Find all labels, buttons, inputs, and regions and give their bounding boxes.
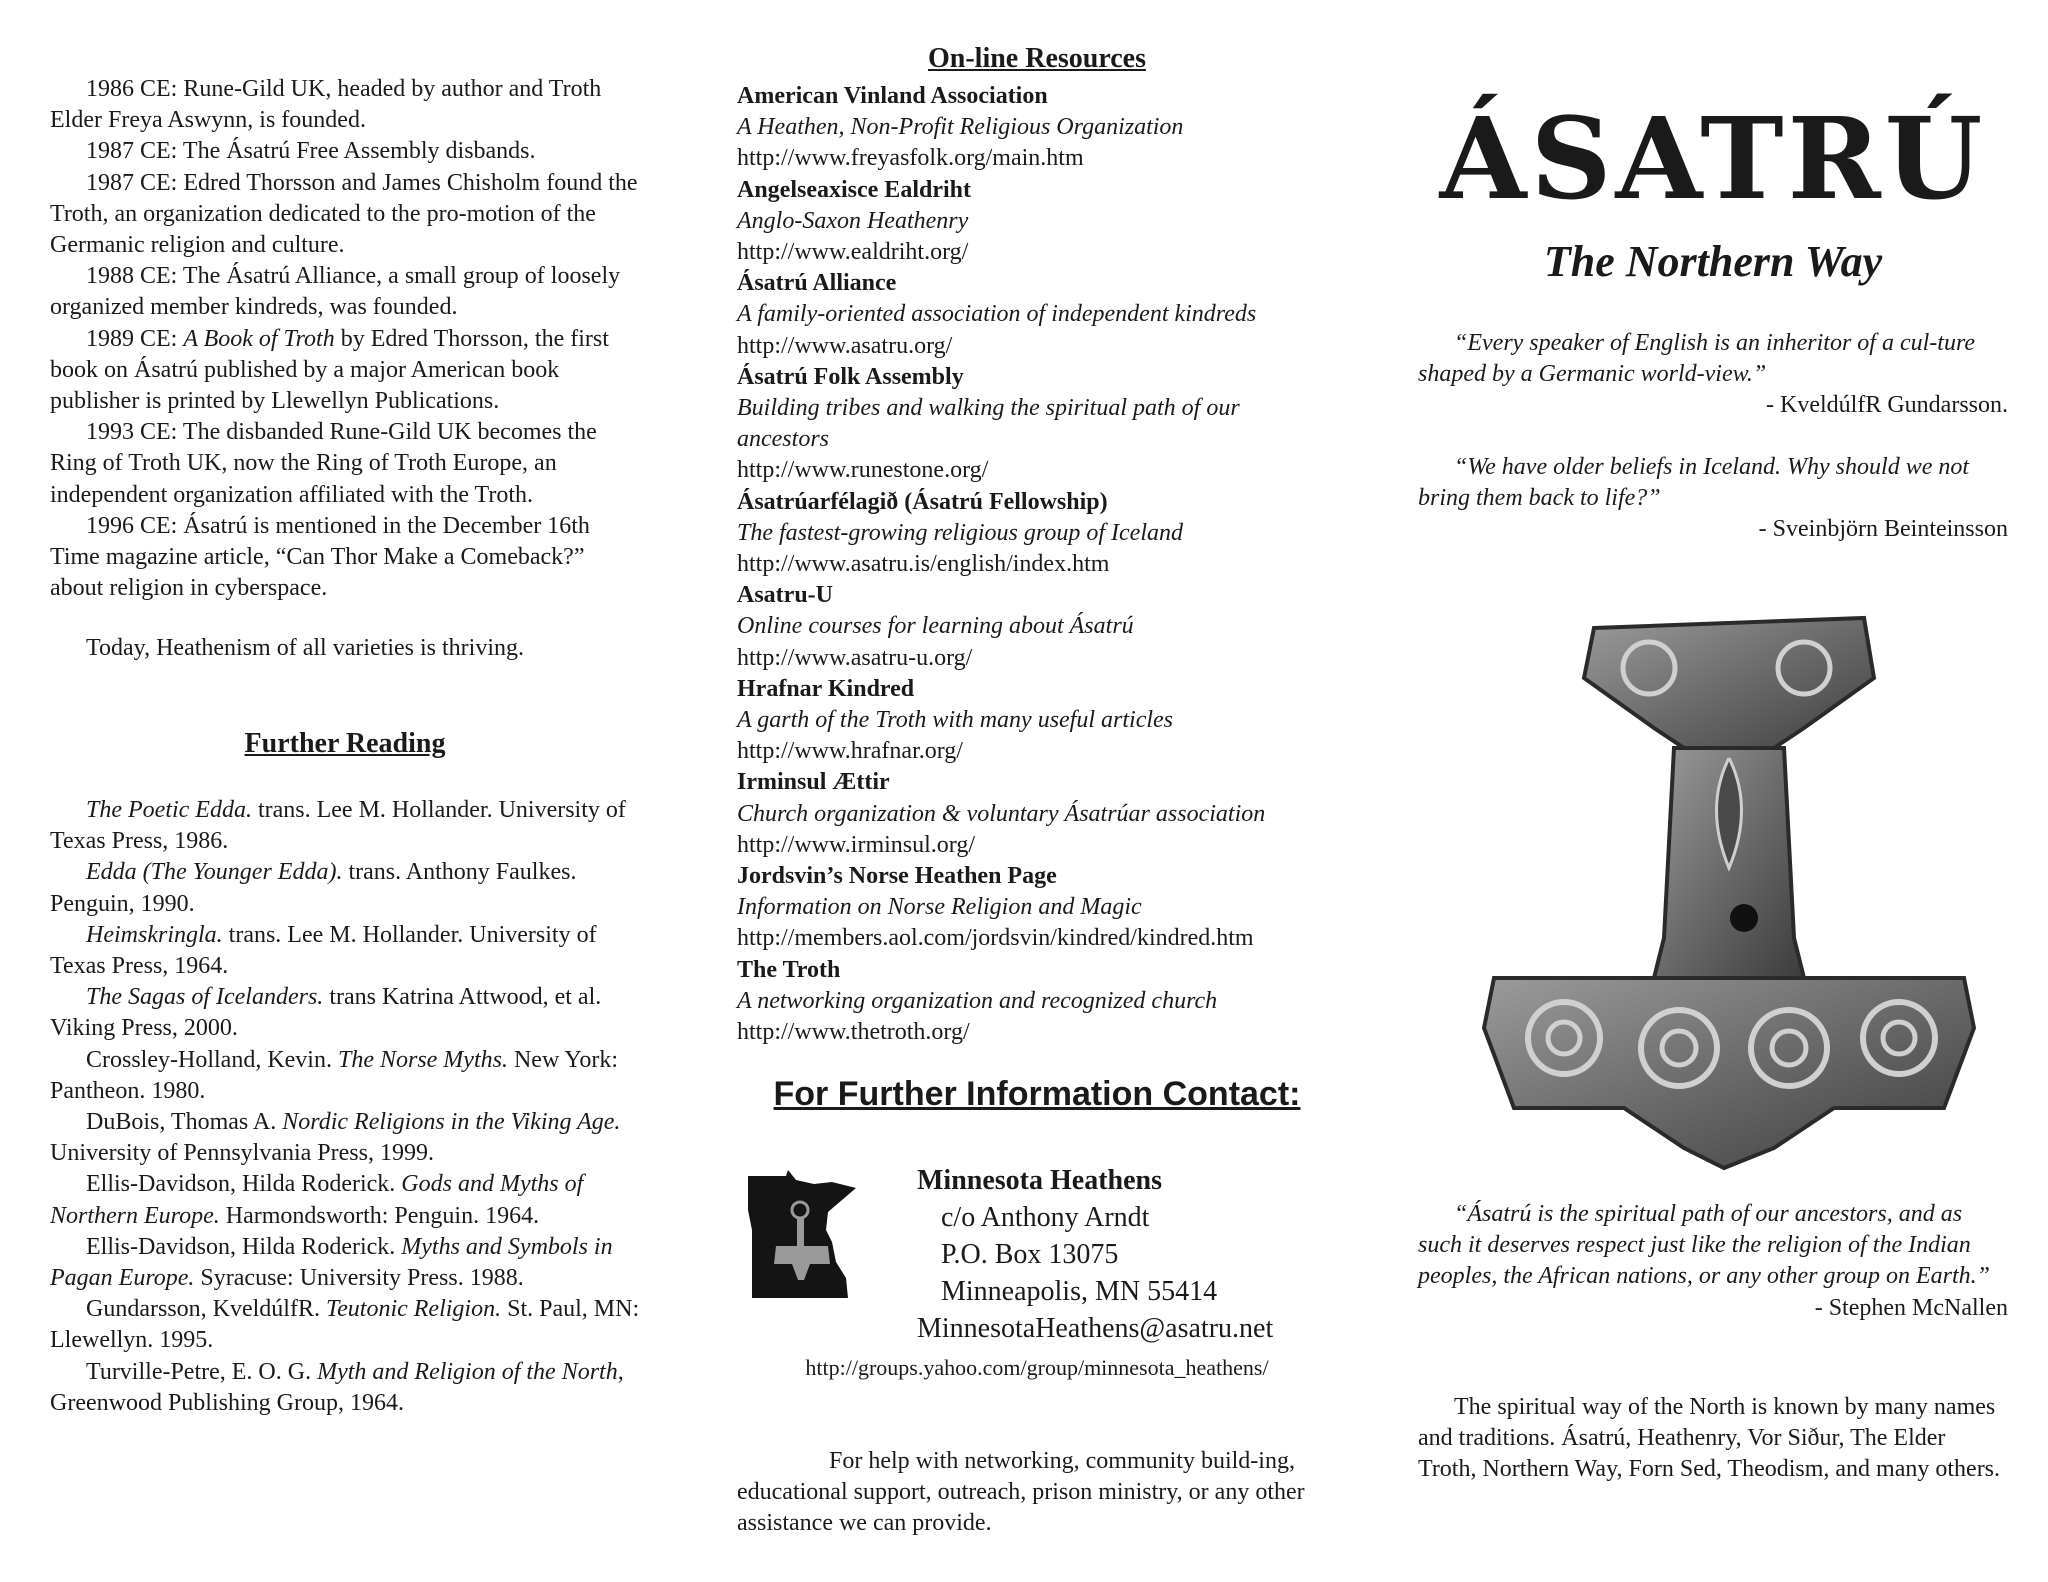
resource-url[interactable]: http://www.asatru.org/: [737, 332, 953, 359]
reading-item: [50, 1107, 640, 1169]
reading-item: [50, 1169, 640, 1231]
help-statement: For help with networking, community build-ing, educational support, outreach, prison ministry, or any other assistance we can provide.: [737, 1448, 1305, 1537]
resource-name: Hrafnar Kindred: [737, 675, 915, 702]
resource-name: Angelseaxisce Ealdriht: [737, 176, 971, 203]
quote-block: [1418, 1199, 2008, 1324]
reading-item: [50, 857, 640, 919]
reading-item: [50, 795, 640, 857]
resource-entry: [737, 487, 1337, 581]
closing-statement: The spiritual way of the North is known by many names and traditions. Ásatrú, Heathenry, Vor Siður, The Elder Troth, Northern Way, Forn Sed, Theodism, and many others.: [1418, 1394, 2001, 1483]
resource-url[interactable]: http://www.hrafnar.org/: [737, 738, 963, 765]
online-resources-heading: On-line Resources: [927, 43, 1147, 74]
contact-organization: Minnesota Heathens: [917, 1165, 1162, 1196]
resource-url[interactable]: http://www.runestone.org/: [737, 457, 989, 484]
online-resources-list: [737, 81, 1337, 1048]
reading-publisher: Syracuse: University Press. 1988.: [194, 1265, 524, 1292]
resource-url[interactable]: http://www.asatru.is/english/index.htm: [737, 551, 1110, 578]
contact-url[interactable]: http://groups.yahoo.com/group/minnesota_heathens/: [805, 1355, 1269, 1380]
reading-title: The Norse Myths.: [337, 1046, 508, 1073]
resource-name: The Troth: [737, 956, 841, 983]
resource-name: American Vinland Association: [737, 83, 1048, 109]
reading-title: The Poetic Edda.: [86, 797, 252, 823]
resource-entry: [737, 674, 1337, 768]
timeline-entry: 1987 CE: The Ásatrú Free Assembly disbands.: [86, 138, 536, 165]
quote-attribution: - Stephen McNallen: [1814, 1294, 2008, 1321]
quote-text: “Every speaker of English is an inheritor of a cul-ture shaped by a Germanic world-view.”: [1418, 330, 1976, 388]
brand-title: ÁSATRÚ: [1439, 94, 1987, 225]
reading-title: Myth and Religion of the North,: [317, 1358, 624, 1385]
resource-name: Asatru-U: [737, 582, 833, 609]
timeline: [50, 74, 640, 604]
resource-description: A family-oriented association of independent kindreds: [737, 301, 1257, 328]
resource-entry: [737, 362, 1337, 487]
contact-address: [917, 1162, 1337, 1347]
reading-item: [50, 1045, 640, 1107]
resource-url[interactable]: http://www.ealdriht.org/: [737, 239, 969, 266]
reading-publisher: New York: Pantheon. 1980.: [50, 1046, 618, 1104]
resource-description: The fastest-growing religious group of Iceland: [737, 519, 1183, 546]
resource-name: Ásatrú Folk Assembly: [737, 363, 964, 390]
reading-publisher: trans. Lee M. Hollander. University of Texas Press, 1964.: [50, 921, 597, 980]
further-reading-heading: Further Reading: [244, 728, 446, 759]
reading-author: Ellis-Davidson, Hilda Roderick.: [86, 1233, 402, 1260]
resource-name: Jordsvin’s Norse Heathen Page: [737, 863, 1057, 890]
reading-item: [50, 1357, 640, 1419]
reading-publisher: trans. Anthony Faulkes. Penguin, 1990.: [50, 859, 577, 917]
reading-publisher: Harmondsworth: Penguin. 1964.: [219, 1202, 540, 1229]
timeline-entry: [50, 324, 640, 418]
resource-entry: [737, 767, 1337, 861]
resource-description: Building tribes and walking the spiritual path of our ancestors: [737, 395, 1240, 453]
resource-url[interactable]: http://www.freyasfolk.org/main.htm: [737, 145, 1084, 172]
quote-text: “Ásatrú is the spiritual path of our ancestors, and as such it deserves respect just like the religion of the Indian peoples, the African nations, or any other group on Earth.”: [1418, 1201, 1990, 1290]
reading-title: Edda (The Younger Edda).: [86, 859, 343, 886]
resource-description: A networking organization and recognized church: [737, 987, 1218, 1014]
quote-block: [1418, 452, 2008, 546]
timeline-entry: 1986 CE: Rune-Gild UK, headed by author and Troth Elder Freya Aswynn, is founded.: [50, 76, 602, 134]
contact-care-of: c/o Anthony Arndt: [941, 1202, 1150, 1233]
resource-name: Ásatrú Alliance: [737, 270, 897, 297]
reading-publisher: St. Paul, MN: Llewellyn. 1995.: [50, 1296, 640, 1354]
reading-item: [50, 982, 640, 1044]
timeline-entry: 1993 CE: The disbanded Rune-Gild UK becomes the Ring of Troth UK, now the Ring of Troth Europe, an independent organization affiliated with the Troth.: [50, 419, 597, 508]
contact-po-box: P.O. Box 13075: [941, 1239, 1119, 1270]
timeline-entry: 1987 CE: Edred Thorsson and James Chisholm found the Troth, an organization dedicated to the pro-motion of the Germanic religion and culture.: [50, 169, 638, 259]
reading-author: Ellis-Davidson, Hilda Roderick.: [86, 1171, 402, 1198]
resource-entry: [737, 955, 1337, 1049]
reading-title: Teutonic Religion.: [325, 1296, 502, 1323]
further-reading-list: [50, 795, 640, 1419]
resource-url[interactable]: http://www.asatru-u.org/: [737, 644, 973, 671]
resource-name: Ásatrúarfélagið (Ásatrú Fellowship): [737, 488, 1108, 515]
today-statement: Today, Heathenism of all varieties is thriving.: [86, 635, 524, 661]
resource-description: A Heathen, Non-Profit Religious Organization: [737, 114, 1184, 141]
resource-url[interactable]: http://www.thetroth.org/: [737, 1019, 970, 1046]
reading-title: The Sagas of Icelanders.: [86, 984, 324, 1011]
reading-item: [50, 1294, 640, 1356]
amulet-image: [1474, 608, 1984, 1178]
resource-url[interactable]: http://www.irminsul.org/: [737, 831, 976, 858]
reading-item: [50, 920, 640, 982]
reading-item: [50, 1232, 640, 1294]
reading-title: Myths and Symbols in Pagan Europe.: [50, 1233, 613, 1292]
reading-author: Turville-Petre, E. O. G.: [86, 1358, 318, 1385]
reading-author: Gundarsson, KveldúlfR.: [86, 1296, 326, 1323]
brand-subtitle: The Northern Way: [1543, 237, 1883, 286]
thor-hammer-icon: [1474, 608, 1984, 1178]
quote-block: [1418, 328, 2008, 422]
quote-attribution: - Sveinbjörn Beinteinsson: [1758, 516, 2008, 543]
resource-description: A garth of the Troth with many useful articles: [737, 707, 1174, 734]
timeline-entry: 1996 CE: Ásatrú is mentioned in the December 16th Time magazine article, “Can Thor Make a Comeback?” about religion in cyberspace.: [50, 512, 590, 602]
contact-heading: For Further Information Contact:: [773, 1075, 1301, 1113]
resource-name: Irminsul Ættir: [737, 769, 890, 796]
reading-publisher: University of Pennsylvania Press, 1999.: [50, 1140, 434, 1167]
resource-description: Information on Norse Religion and Magic: [737, 894, 1142, 921]
resource-description: Anglo-Saxon Heathenry: [737, 207, 969, 234]
resource-url[interactable]: http://members.aol.com/jordsvin/kindred/kindred.htm: [737, 925, 1254, 952]
resource-entry: [737, 861, 1337, 955]
quote-text: “We have older beliefs in Iceland. Why should we not bring them back to life?”: [1418, 454, 1970, 512]
reading-title: Nordic Religions in the Viking Age.: [282, 1109, 621, 1136]
resource-description: Online courses for learning about Ásatrú: [737, 613, 1134, 640]
timeline-rest: by Edred Thorsson, the first book on Ásatrú published by a major American book publisher is printed by Llewellyn Publications.: [50, 325, 609, 415]
contact-email[interactable]: MinnesotaHeathens@asatru.net: [917, 1313, 1274, 1344]
resource-entry: [737, 175, 1337, 269]
timeline-entry: 1988 CE: The Ásatrú Alliance, a small group of loosely organized member kindreds, was founded.: [50, 263, 621, 321]
resource-entry: [737, 580, 1337, 674]
contact-city: Minneapolis, MN 55414: [941, 1276, 1218, 1307]
minnesota-hammer-icon: [746, 1170, 866, 1300]
resource-entry: [737, 268, 1337, 362]
reading-publisher: trans Katrina Attwood, et al. Viking Press, 2000.: [50, 984, 602, 1042]
resource-entry: [737, 81, 1337, 175]
book-title: A Book of Troth: [183, 325, 335, 352]
reading-publisher: trans. Lee M. Hollander. University of Texas Press, 1986.: [50, 797, 626, 855]
reading-publisher: Greenwood Publishing Group, 1964.: [50, 1389, 404, 1416]
reading-author: Crossley-Holland, Kevin.: [86, 1046, 338, 1073]
resource-description: Church organization & voluntary Ásatrúar association: [737, 800, 1266, 827]
quote-attribution: - KveldúlfR Gundarsson.: [1766, 392, 2008, 419]
timeline-prefix: 1989 CE:: [86, 325, 184, 352]
reading-author: DuBois, Thomas A.: [86, 1109, 283, 1136]
reading-title: Gods and Myths of Northern Europe.: [50, 1171, 584, 1229]
reading-title: Heimskringla.: [86, 921, 223, 948]
